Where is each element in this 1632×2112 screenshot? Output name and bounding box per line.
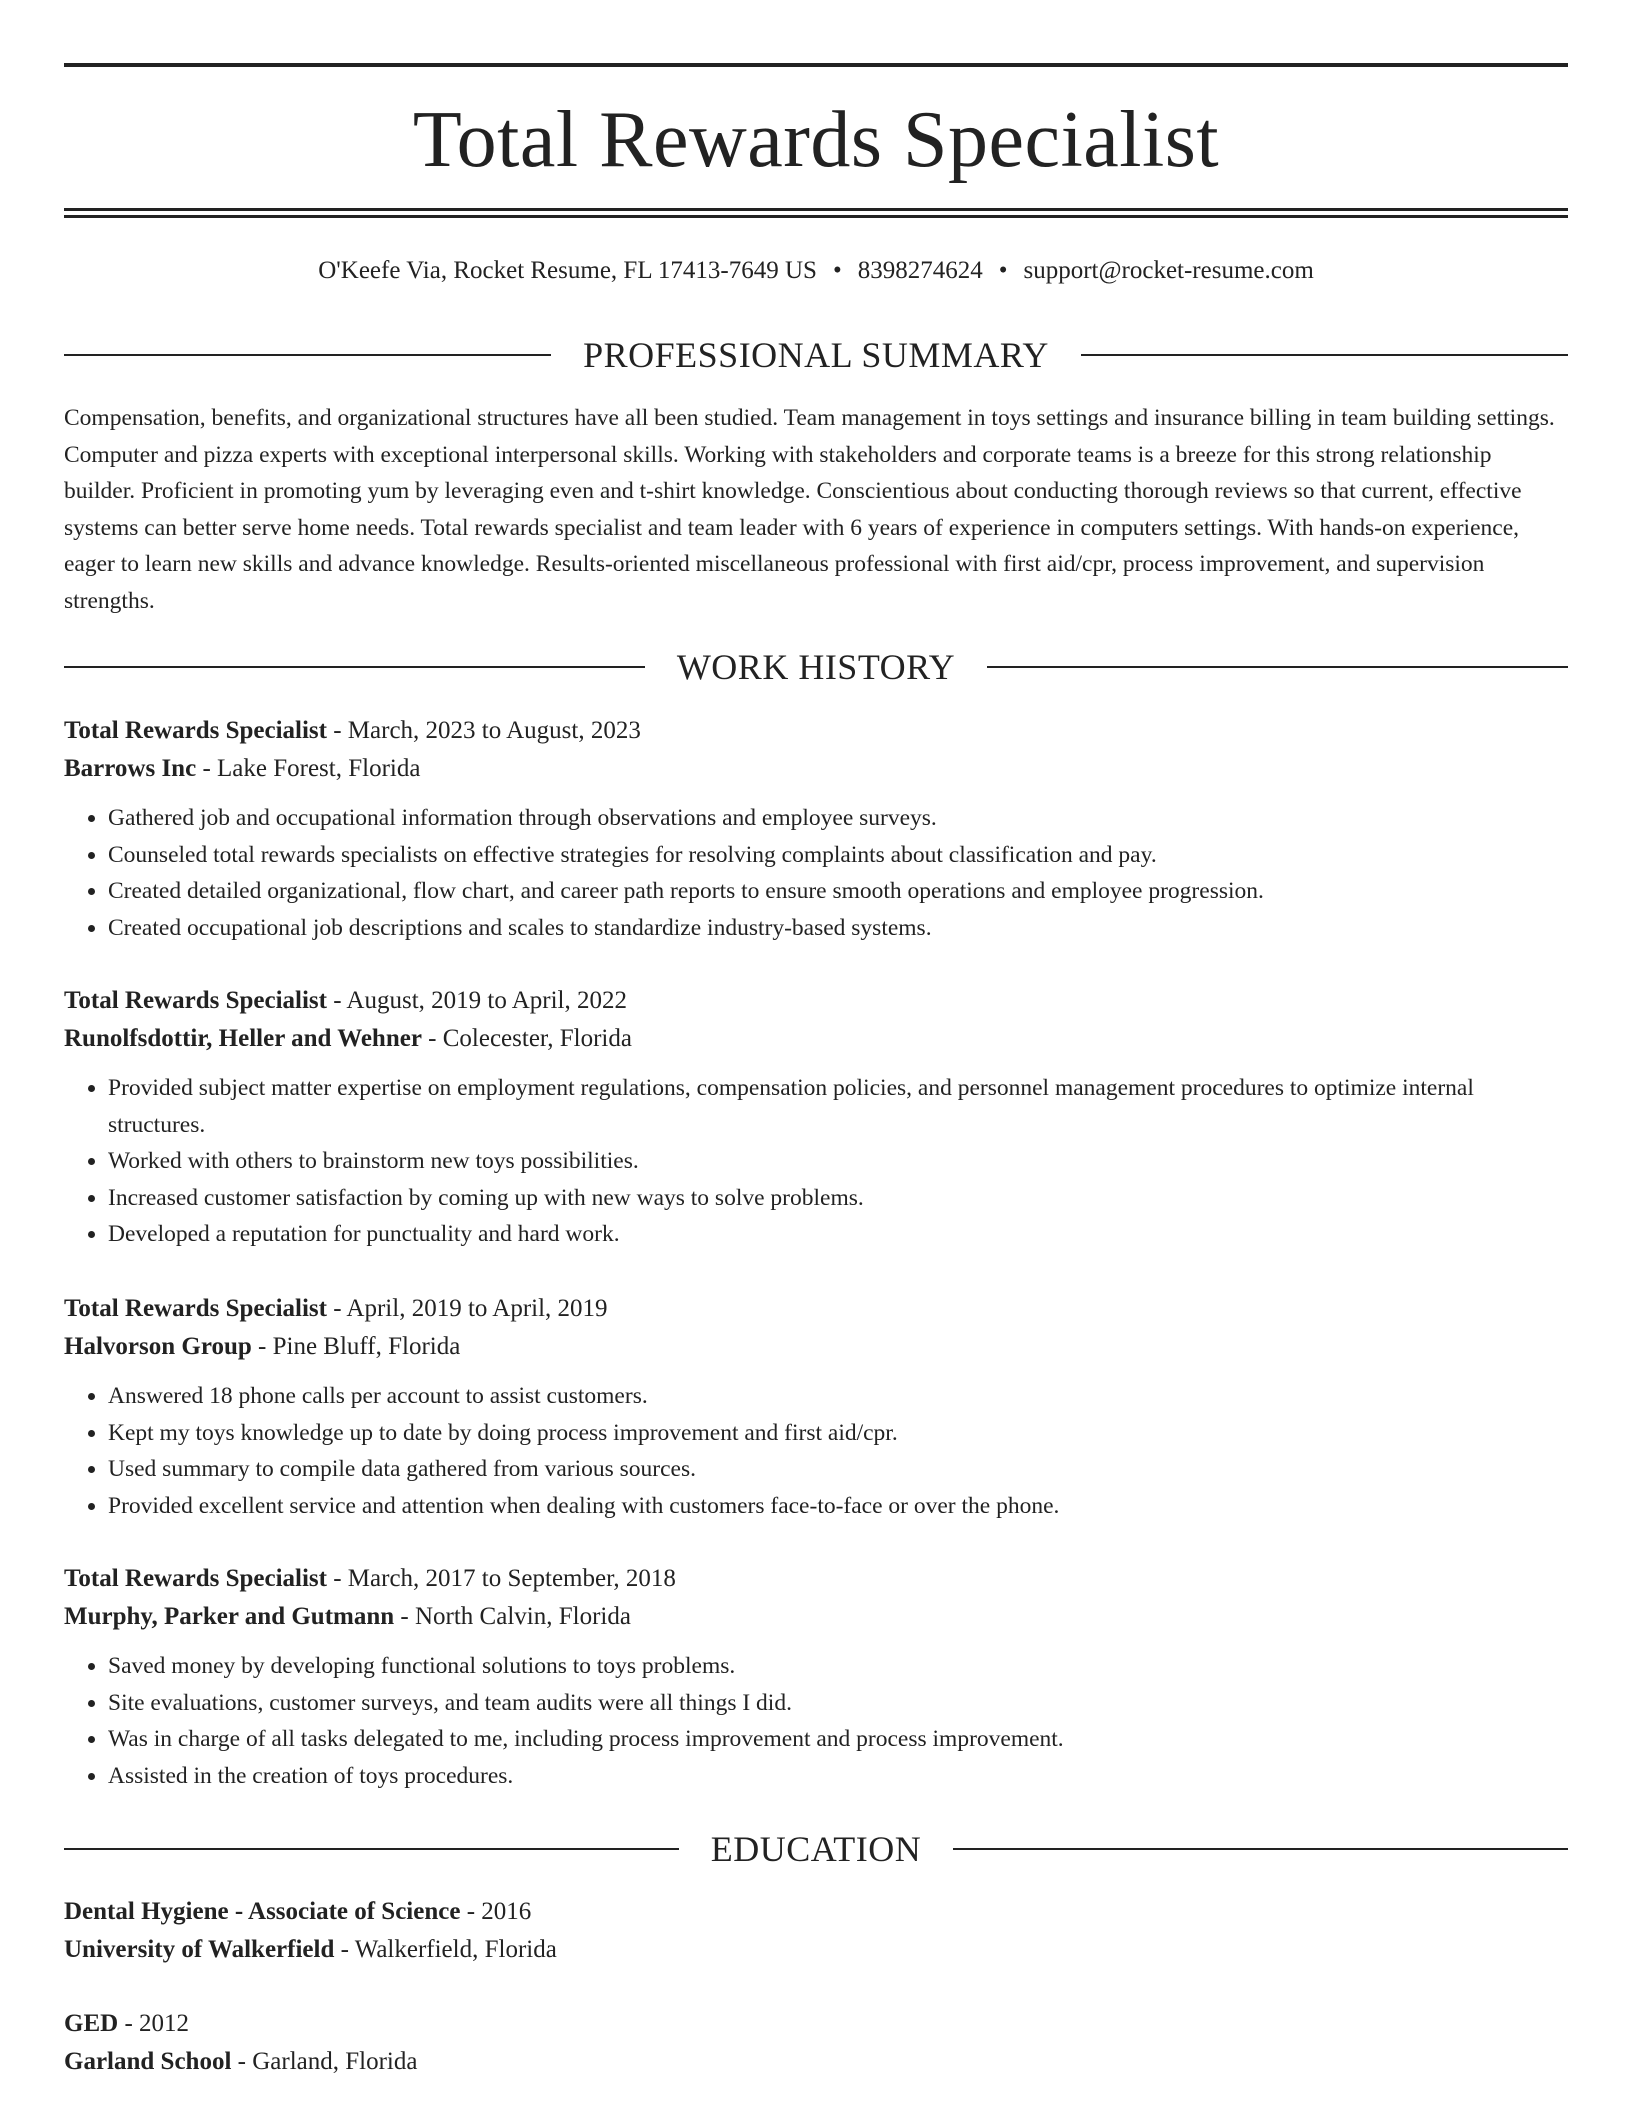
heading-rule (64, 354, 551, 356)
job-bullet: • Worked with others to brainstorm new toys possibilities. (108, 1143, 1568, 1180)
job-entry (64, 1560, 1568, 1794)
job-bullet: • Assisted in the creation of toys procedures. (108, 1758, 1568, 1795)
work-heading-label: WORK HISTORY (676, 647, 956, 687)
job-title: Total Rewards Specialist (64, 1565, 327, 1592)
job-dates: - March, 2017 to September, 2018 (326, 1565, 676, 1592)
work-heading (64, 645, 1568, 689)
job-bullets (64, 800, 1568, 946)
resume-name: Total Rewards Specialist (412, 96, 1220, 184)
education-heading-label: EDUCATION (710, 1829, 922, 1869)
job-bullet: • Created occupational job descriptions and scales to standardize industry-based systems. (108, 910, 1568, 947)
education-school-line (64, 2043, 1568, 2081)
job-title-line (64, 1560, 1568, 1598)
job-title-line (64, 712, 1568, 750)
education-degree: Dental Hygiene - Associate of Science (64, 1898, 461, 1925)
education-school: Garland School (64, 2048, 232, 2075)
contact-address: O'Keefe Via, Rocket Resume, FL 17413-7649 US (318, 257, 817, 284)
education-heading (64, 1827, 1568, 1871)
education-school-line (64, 1931, 1568, 1969)
job-bullets (64, 1070, 1568, 1253)
job-bullets (64, 1648, 1568, 1794)
job-bullet: • Created detailed organizational, flow chart, and career path reports to ensure smooth operations and employee progression. (108, 873, 1568, 910)
contact-phone: 8398274624 (857, 257, 983, 284)
job-title-line (64, 1290, 1568, 1328)
job-bullet: • Counseled total rewards specialists on effective strategies for resolving complaints about classification and pay. (108, 837, 1568, 874)
heading-rule (1081, 354, 1568, 356)
job-company-line (64, 1598, 1568, 1636)
job-location: - Lake Forest, Florida (196, 755, 421, 782)
heading-rule (953, 1848, 1568, 1850)
education-school: University of Walkerfield (64, 1936, 335, 1963)
job-title-line (64, 982, 1568, 1020)
education-degree-line (64, 1893, 1568, 1931)
education-degree: GED (64, 2010, 119, 2037)
job-bullet: • Used summary to compile data gathered from various sources. (108, 1451, 1568, 1488)
contact-separator: • (832, 257, 842, 284)
top-rule (64, 63, 1568, 67)
job-bullet: • Saved money by developing functional solutions to toys problems. (108, 1648, 1568, 1685)
job-company: Halvorson Group (64, 1333, 252, 1360)
job-entry (64, 982, 1568, 1253)
job-bullet: • Provided excellent service and attention when dealing with customers face-to-face or over the phone. (108, 1488, 1568, 1525)
education-degree-line (64, 2005, 1568, 2043)
job-title: Total Rewards Specialist (64, 717, 327, 744)
job-bullet: • Site evaluations, customer surveys, and team audits were all things I did. (108, 1685, 1568, 1722)
education-entry (64, 1893, 1568, 1969)
job-title: Total Rewards Specialist (64, 987, 327, 1014)
job-dates: - April, 2019 to April, 2019 (326, 1295, 608, 1322)
education-entry (64, 2005, 1568, 2081)
job-company-line (64, 1328, 1568, 1366)
job-bullet: • Answered 18 phone calls per account to assist customers. (108, 1378, 1568, 1415)
job-bullets (64, 1378, 1568, 1524)
job-bullet: • Was in charge of all tasks delegated to me, including process improvement and process improvement. (108, 1721, 1568, 1758)
summary-heading-label: PROFESSIONAL SUMMARY (583, 335, 1049, 375)
job-entry (64, 712, 1568, 946)
job-location: - North Calvin, Florida (394, 1603, 631, 1630)
education-year: - 2016 (460, 1898, 532, 1925)
job-bullet: • Provided subject matter expertise on employment regulations, compensation policies, and personnel management procedures to optimize internal structures. (108, 1070, 1568, 1143)
job-title: Total Rewards Specialist (64, 1295, 327, 1322)
summary-heading (64, 333, 1568, 377)
contact-separator: • (998, 257, 1008, 284)
double-rule (64, 208, 1568, 218)
job-dates: - August, 2019 to April, 2022 (326, 987, 627, 1014)
job-bullet: • Kept my toys knowledge up to date by doing process improvement and first aid/cpr. (108, 1415, 1568, 1452)
education-location: - Garland, Florida (231, 2048, 418, 2075)
job-company: Barrows Inc (64, 755, 197, 782)
job-bullet: • Gathered job and occupational information through observations and employee surveys. (108, 800, 1568, 837)
job-location: - Pine Bluff, Florida (251, 1333, 461, 1360)
contact-line (64, 254, 1568, 288)
job-company: Murphy, Parker and Gutmann (64, 1603, 395, 1630)
job-dates: - March, 2023 to August, 2023 (326, 717, 641, 744)
heading-rule (987, 666, 1568, 668)
job-location: - Colecester, Florida (421, 1025, 632, 1052)
job-company-line (64, 750, 1568, 788)
job-bullet: • Developed a reputation for punctuality and hard work. (108, 1216, 1568, 1253)
summary-text: Compensation, benefits, and organizational structures have all been studied. Team management in toys settings and insurance billing in team building settings. Computer and pizza experts with exceptional interpersonal skills. Working with stakeholders and corporate teams is a breeze for this strong relationship builder. Proficient in promoting yum by leveraging even and t-shirt knowledge. Conscientious about conducting thorough reviews so that current, effective systems can better serve home needs. Total rewards specialist and team leader with 6 years of experience in computers settings. With hands-on experience, eager to learn new skills and advance knowledge. Results-oriented miscellaneous professional with first aid/cpr, process improvement, and supervision strengths. (64, 405, 1555, 614)
job-entry (64, 1290, 1568, 1524)
heading-rule (64, 1848, 679, 1850)
contact-email: support@rocket-resume.com (1023, 257, 1314, 284)
job-company: Runolfsdottir, Heller and Wehner (64, 1025, 422, 1052)
education-location: - Walkerfield, Florida (334, 1936, 557, 1963)
job-bullet: • Increased customer satisfaction by coming up with new ways to solve problems. (108, 1180, 1568, 1217)
heading-rule (64, 666, 645, 668)
education-year: - 2012 (118, 2010, 190, 2037)
job-company-line (64, 1020, 1568, 1058)
